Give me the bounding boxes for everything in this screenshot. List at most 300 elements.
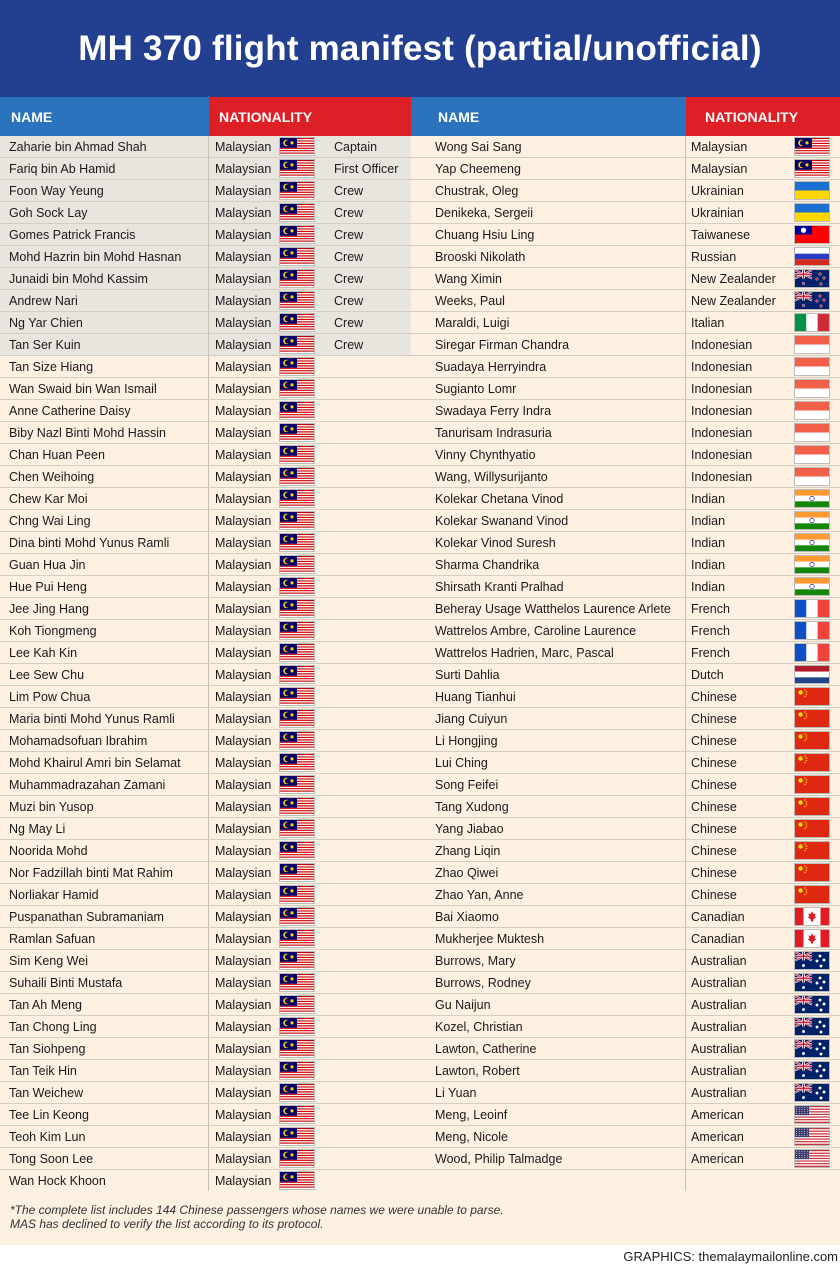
table-row [411,554,840,576]
nationality-label: Indonesian [691,337,753,352]
nationality-label: Malaysian [215,755,272,770]
table-row [411,928,840,950]
passenger-name: Meng, Leoinf [411,1104,686,1125]
table-row [0,730,411,752]
nationality-cell [686,444,840,465]
china-flag-icon [795,820,829,837]
china-flag-icon [795,864,829,881]
nationality-cell [686,774,840,795]
table-row [411,422,840,444]
nationality-label: French [691,623,730,638]
passenger-name: Burrows, Rodney [411,972,686,993]
table-row [411,532,840,554]
nationality-label: Malaysian [691,139,748,154]
nationality-label: Malaysian [215,1063,272,1078]
nationality-cell [686,356,840,377]
nationality-cell [209,378,411,399]
table-row [411,356,840,378]
table-row [411,1038,840,1060]
table-row [411,862,840,884]
nationality-label: Malaysian [215,403,272,418]
passenger-name: Brooski Nikolath [411,246,686,267]
passenger-name: Wong Sai Sang [411,136,686,157]
indonesia-flag-icon [795,336,829,353]
australia-flag-icon [795,1062,829,1079]
passenger-name: Chustrak, Oleg [411,180,686,201]
passenger-name [411,1170,686,1191]
nationality-cell [686,1126,840,1147]
table-row [0,840,411,862]
ukraine-flag-icon [795,182,829,199]
indonesia-flag-icon [795,424,829,441]
passenger-name: Yap Cheemeng [411,158,686,179]
table-row [0,1016,411,1038]
passenger-name: Lim Pow Chua [0,686,209,707]
nationality-label: Malaysian [215,667,272,682]
passenger-name: Ng Yar Chien [0,312,209,333]
nationality-cell [209,136,411,157]
nationality-label: Ukrainian [691,183,744,198]
nationality-cell [209,862,411,883]
nationality-cell [209,928,411,949]
passenger-name: Nor Fadzillah binti Mat Rahim [0,862,209,883]
nationality-cell [209,510,411,531]
nationality-label: Malaysian [215,711,272,726]
nationality-cell [209,1126,411,1147]
nationality-label: Dutch [691,667,724,682]
malaysia-flag-icon [280,776,314,793]
passenger-name: Tang Xudong [411,796,686,817]
passenger-name: Tan Weichew [0,1082,209,1103]
nationality-cell [686,158,840,179]
malaysia-flag-icon [280,138,314,155]
nationality-label: Malaysian [215,205,272,220]
nationality-cell [209,642,411,663]
passenger-name: Muhammadrazahan Zamani [0,774,209,795]
crew-role: Captain [334,139,378,154]
nationality-header: NATIONALITY [686,97,840,136]
table-row [411,664,840,686]
nationality-label: Malaysian [215,447,272,462]
table-row [411,1148,840,1170]
malaysia-flag-icon [280,1062,314,1079]
passenger-name: Chan Huan Peen [0,444,209,465]
passenger-name: Mohd Hazrin bin Mohd Hasnan [0,246,209,267]
nationality-label: Indian [691,491,726,506]
table-row [0,818,411,840]
nationality-label: Malaysian [215,777,272,792]
passenger-name: Koh Tiongmeng [0,620,209,641]
column-header [411,97,840,136]
passenger-name: Li Yuan [411,1082,686,1103]
nationality-label: Malaysian [215,271,272,286]
footnote-line: *The complete list includes 144 Chinese passengers whose names we were unable to parse. [10,1203,504,1217]
nationality-label: Australian [691,997,747,1012]
nationality-label: Indonesian [691,425,753,440]
nationality-cell [209,246,411,267]
table-row [0,884,411,906]
malaysia-flag-icon [280,292,314,309]
malaysia-flag-icon [280,314,314,331]
passenger-name: Denikeka, Sergeii [411,202,686,223]
france-flag-icon [795,622,829,639]
nationality-label: Italian [691,315,725,330]
passenger-name: Lee Sew Chu [0,664,209,685]
nationality-label: Malaysian [215,161,272,176]
table-row [0,378,411,400]
nationality-cell [686,1082,840,1103]
passenger-name: Yang Jiabao [411,818,686,839]
nationality-cell [209,466,411,487]
nationality-label: Chinese [691,799,737,814]
table-row [411,994,840,1016]
nationality-label: Malaysian [215,1173,272,1188]
table-row [411,840,840,862]
nationality-label: Malaysian [215,623,272,638]
table-row [411,1060,840,1082]
passenger-name: Kolekar Vinod Suresh [411,532,686,553]
nationality-cell [209,1082,411,1103]
nationality-cell [209,994,411,1015]
nationality-label: Indian [691,579,726,594]
table-row [411,400,840,422]
malaysia-flag-icon [280,336,314,353]
nationality-cell [209,1170,411,1191]
nationality-label: Ukrainian [691,205,744,220]
nationality-label: Chinese [691,689,737,704]
nationality-cell [686,884,840,905]
passenger-name: Siregar Firman Chandra [411,334,686,355]
nationality-cell [686,906,840,927]
malaysia-flag-icon [280,446,314,463]
nationality-cell [686,1170,840,1191]
table-row [0,994,411,1016]
table-row [0,1038,411,1060]
table-row [411,1126,840,1148]
table-row [411,1104,840,1126]
nationality-label: Malaysian [215,843,272,858]
table-row [411,1170,840,1192]
nationality-cell [209,708,411,729]
nationality-label: Indian [691,557,726,572]
table-row [411,246,840,268]
passenger-name: Wood, Philip Talmadge [411,1148,686,1169]
table-row [411,642,840,664]
table-row [411,686,840,708]
indonesia-flag-icon [795,358,829,375]
table-row [411,444,840,466]
nationality-cell [209,664,411,685]
passenger-name: Ramlan Safuan [0,928,209,949]
nationality-label: Malaysian [215,557,272,572]
malaysia-flag-icon [280,1084,314,1101]
column-header [0,97,411,136]
passenger-name: Norliakar Hamid [0,884,209,905]
nationality-label: Malaysian [215,953,272,968]
malaysia-flag-icon [280,578,314,595]
passenger-name: Sharma Chandrika [411,554,686,575]
passenger-name: Puspanathan Subramaniam [0,906,209,927]
malaysia-flag-icon [795,138,829,155]
table-row [411,466,840,488]
china-flag-icon [795,886,829,903]
malaysia-flag-icon [795,160,829,177]
passenger-name: Zaharie bin Ahmad Shah [0,136,209,157]
passenger-name: Tan Size Hiang [0,356,209,377]
nationality-cell [209,356,411,377]
passenger-name: Andrew Nari [0,290,209,311]
table-row [0,1148,411,1170]
malaysia-flag-icon [280,402,314,419]
nationality-label: Malaysian [691,161,748,176]
passenger-name: Mohd Khairul Amri bin Selamat [0,752,209,773]
malaysia-flag-icon [280,380,314,397]
passenger-name: Suadaya Herryindra [411,356,686,377]
passenger-name: Wattrelos Hadrien, Marc, Pascal [411,642,686,663]
manifest-column-right [411,97,840,1192]
passenger-name: Vinny Chynthyatio [411,444,686,465]
nationality-cell [686,466,840,487]
passenger-name: Goh Sock Lay [0,202,209,223]
table-row [411,620,840,642]
nationality-cell [209,290,411,311]
crew-role: Crew [334,271,364,286]
nationality-label: Chinese [691,865,737,880]
passenger-name: Mukherjee Muktesh [411,928,686,949]
nationality-cell [209,400,411,421]
nationality-label: Chinese [691,755,737,770]
nationality-label: Malaysian [215,689,272,704]
passenger-name: Wang, Willysurijanto [411,466,686,487]
new-zealand-flag-icon [795,292,829,309]
nationality-cell [209,312,411,333]
nationality-cell [686,642,840,663]
passenger-name: Li Hongjing [411,730,686,751]
table-row [411,202,840,224]
nationality-cell [686,1016,840,1037]
nationality-cell [686,928,840,949]
nationality-label: Malaysian [215,975,272,990]
table-row [411,884,840,906]
nationality-cell [686,224,840,245]
new-zealand-flag-icon [795,270,829,287]
nationality-cell [209,1060,411,1081]
nationality-label: Malaysian [215,1041,272,1056]
passenger-name: Weeks, Paul [411,290,686,311]
nationality-label: Australian [691,1063,747,1078]
passenger-name: Chew Kar Moi [0,488,209,509]
malaysia-flag-icon [280,754,314,771]
table-row [411,950,840,972]
nationality-cell [209,1038,411,1059]
table-row [0,510,411,532]
table-row [0,1082,411,1104]
table-row [0,312,411,334]
nationality-label: Malaysian [215,293,272,308]
passenger-name: Beheray Usage Watthelos Laurence Arlete [411,598,686,619]
nationality-label: Malaysian [215,513,272,528]
malaysia-flag-icon [280,952,314,969]
nationality-label: Australian [691,975,747,990]
crew-role: Crew [334,227,364,242]
malaysia-flag-icon [280,534,314,551]
passenger-name: Chuang Hsiu Ling [411,224,686,245]
nationality-label: Malaysian [215,337,272,352]
nationality-cell [686,1148,840,1169]
table-row [0,290,411,312]
australia-flag-icon [795,1040,829,1057]
table-row [0,972,411,994]
nationality-cell [209,906,411,927]
passenger-name: Wan Swaid bin Wan Ismail [0,378,209,399]
australia-flag-icon [795,996,829,1013]
nationality-label: Indian [691,513,726,528]
crew-role: Crew [334,337,364,352]
nationality-label: Chinese [691,711,737,726]
nationality-label: Malaysian [215,887,272,902]
nationality-label: Malaysian [215,535,272,550]
nationality-label: Malaysian [215,491,272,506]
table-row [0,906,411,928]
malaysia-flag-icon [280,204,314,221]
malaysia-flag-icon [280,468,314,485]
nationality-label: Chinese [691,777,737,792]
canada-flag-icon [795,908,829,925]
nationality-label: Australian [691,1019,747,1034]
crew-role: First Officer [334,161,399,176]
india-flag-icon [795,512,829,529]
nationality-cell [209,730,411,751]
table-row [411,290,840,312]
nationality-label: Australian [691,953,747,968]
passenger-name: Lui Ching [411,752,686,773]
china-flag-icon [795,732,829,749]
passenger-name: Bai Xiaomo [411,906,686,927]
usa-flag-icon [795,1128,829,1145]
nationality-cell [209,620,411,641]
china-flag-icon [795,754,829,771]
malaysia-flag-icon [280,732,314,749]
nationality-label: Malaysian [215,997,272,1012]
malaysia-flag-icon [280,930,314,947]
nationality-cell [209,972,411,993]
table-row [0,950,411,972]
nationality-label: French [691,645,730,660]
nationality-label: Indonesian [691,381,753,396]
crew-role: Crew [334,315,364,330]
nationality-cell [686,290,840,311]
passenger-name: Maraldi, Luigi [411,312,686,333]
nationality-cell [686,796,840,817]
table-row [0,202,411,224]
nationality-cell [686,840,840,861]
passenger-name: Tanurisam Indrasuria [411,422,686,443]
nationality-label: Malaysian [215,183,272,198]
table-row [0,620,411,642]
china-flag-icon [795,776,829,793]
nationality-cell [209,532,411,553]
table-row [0,1104,411,1126]
france-flag-icon [795,644,829,661]
passenger-name: Gu Naijun [411,994,686,1015]
passenger-name: Meng, Nicole [411,1126,686,1147]
table-row [411,224,840,246]
nationality-cell [686,400,840,421]
passenger-name: Tan Chong Ling [0,1016,209,1037]
italy-flag-icon [795,314,829,331]
nationality-cell [209,334,411,355]
table-row [411,906,840,928]
passenger-name: Song Feifei [411,774,686,795]
table-row [411,1082,840,1104]
malaysia-flag-icon [280,842,314,859]
malaysia-flag-icon [280,666,314,683]
table-row [411,510,840,532]
passenger-name: Suhaili Binti Mustafa [0,972,209,993]
table-row [0,708,411,730]
nationality-label: Malaysian [215,799,272,814]
nationality-label: French [691,601,730,616]
nationality-label: Malaysian [215,1107,272,1122]
passenger-name: Wan Hock Khoon [0,1170,209,1191]
nationality-label: Indian [691,535,726,550]
table-row [0,752,411,774]
nationality-cell [686,1104,840,1125]
nationality-cell [209,158,411,179]
france-flag-icon [795,600,829,617]
nationality-cell [686,510,840,531]
nationality-cell [686,708,840,729]
passenger-name: Anne Catherine Daisy [0,400,209,421]
nationality-cell [686,1060,840,1081]
passenger-name: Tee Lin Keong [0,1104,209,1125]
malaysia-flag-icon [280,1040,314,1057]
nationality-cell [686,202,840,223]
passenger-name: Muzi bin Yusop [0,796,209,817]
nationality-label: Malaysian [215,1019,272,1034]
indonesia-flag-icon [795,446,829,463]
malaysia-flag-icon [280,226,314,243]
passenger-name: Lawton, Catherine [411,1038,686,1059]
passenger-name: Fariq bin Ab Hamid [0,158,209,179]
malaysia-flag-icon [280,270,314,287]
table-row [411,1016,840,1038]
malaysia-flag-icon [280,908,314,925]
nationality-cell [209,268,411,289]
table-row [0,796,411,818]
table-row [0,180,411,202]
passenger-name: Zhao Qiwei [411,862,686,883]
usa-flag-icon [795,1106,829,1123]
nationality-label: Malaysian [215,931,272,946]
nationality-label: Chinese [691,821,737,836]
malaysia-flag-icon [280,798,314,815]
nationality-label: Chinese [691,733,737,748]
passenger-name: Chen Weihoing [0,466,209,487]
page-title: MH 370 flight manifest (partial/unofficial) [78,28,762,68]
malaysia-flag-icon [280,160,314,177]
australia-flag-icon [795,952,829,969]
table-row [411,774,840,796]
nationality-label: Malaysian [215,315,272,330]
nationality-cell [686,532,840,553]
malaysia-flag-icon [280,424,314,441]
passenger-name: Noorida Mohd [0,840,209,861]
nationality-label: Malaysian [215,865,272,880]
nationality-cell [686,334,840,355]
nationality-cell [209,1016,411,1037]
table-row [411,598,840,620]
